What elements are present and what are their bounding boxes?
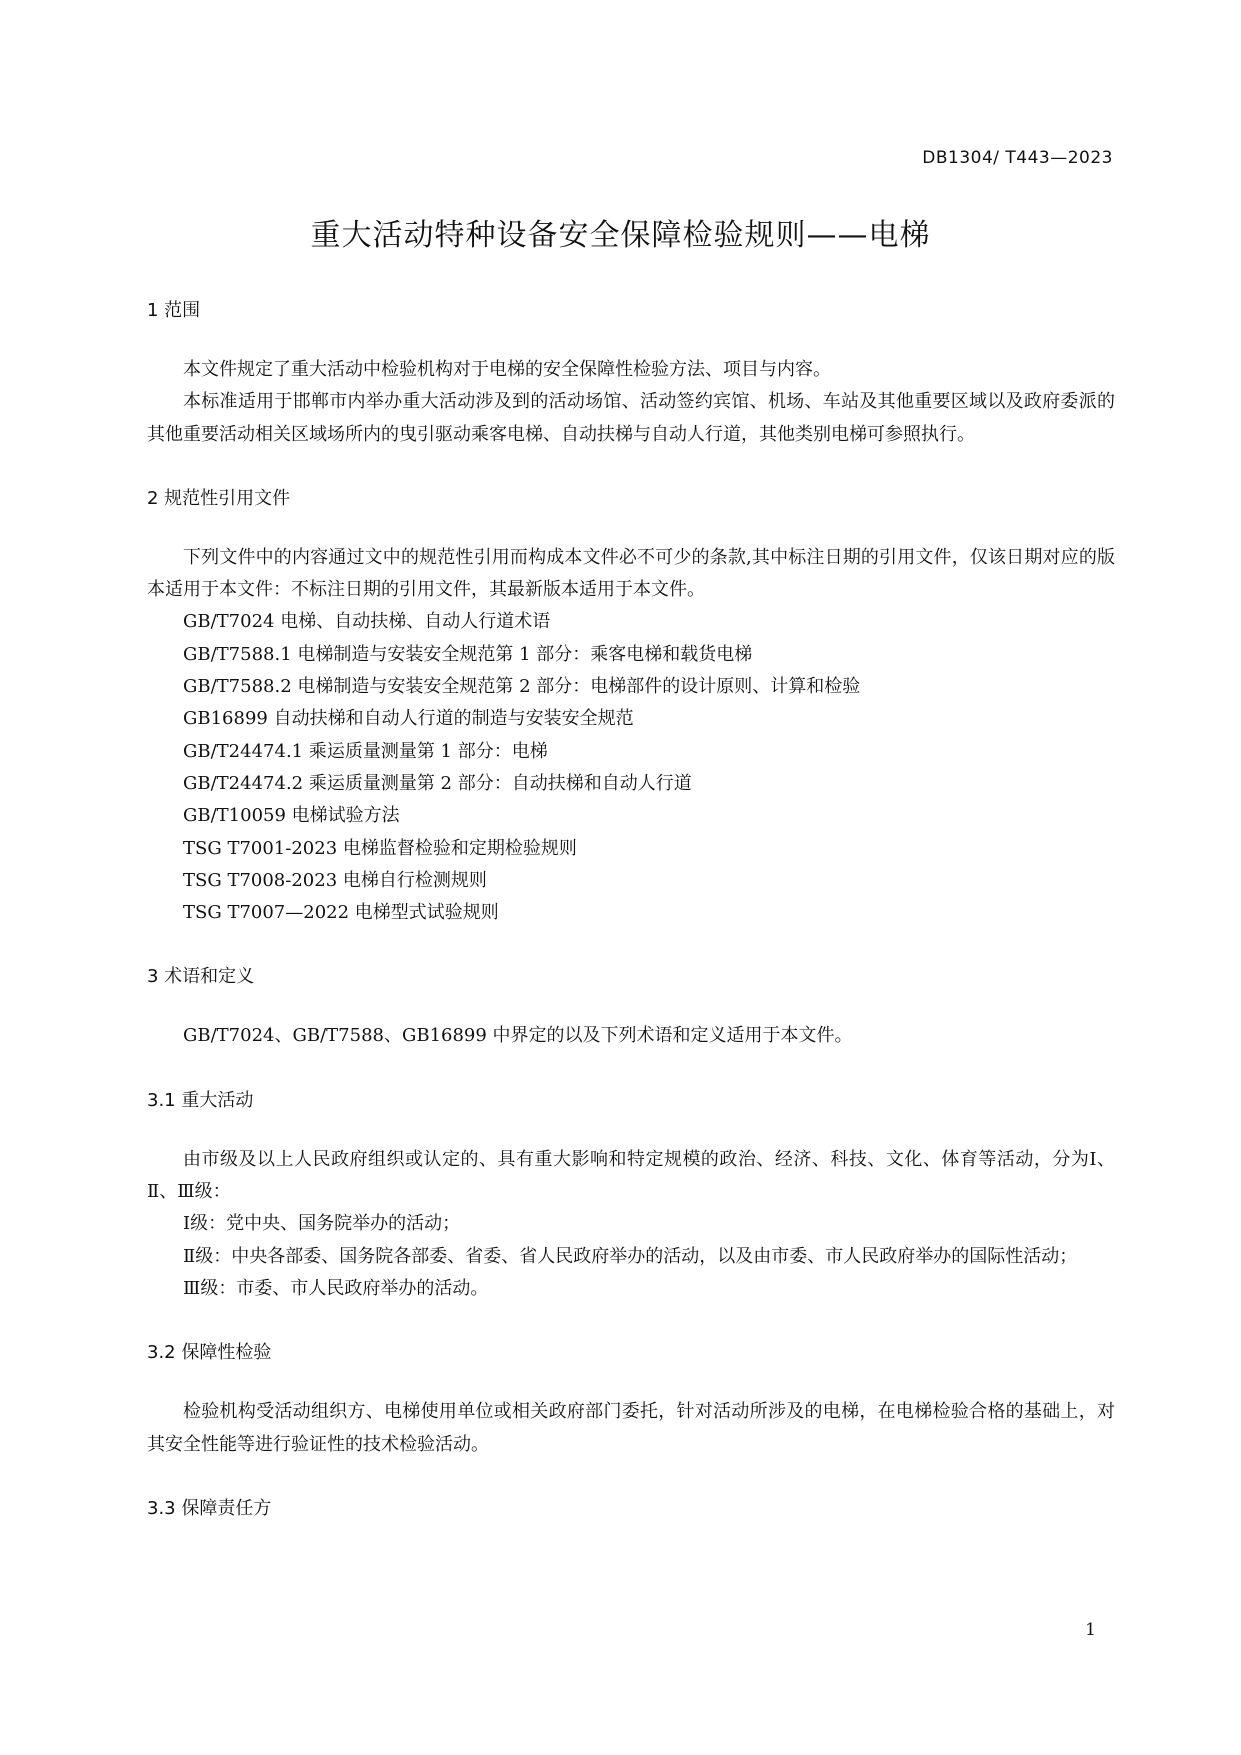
terms-intro: GB/T7024、GB/T7588、GB16899 中界定的以及下列术语和定义适用于本文件。 (183, 1025, 853, 1047)
reference-item: GB/T24474.2 乘运质量测量第 2 部分：自动扶梯和自动人行道 (183, 772, 692, 794)
section-heading-responsible-party: 3.3 保障责任方 (147, 1497, 272, 1519)
reference-item: GB16899 自动扶梯和自动人行道的制造与安装安全规范 (183, 708, 634, 730)
reference-item: GB/T7024 电梯、自动扶梯、自动人行道术语 (183, 611, 551, 633)
document-body (147, 296, 1115, 1524)
section-heading-major-event: 3.1 重大活动 (147, 1089, 254, 1111)
reference-item: GB/T7588.1 电梯制造与安装安全规范第 1 部分：乘客电梯和载货电梯 (183, 643, 753, 665)
section-heading-terms: 3 术语和定义 (147, 966, 255, 988)
major-event-paragraph: 由市级及以上人民政府组织或认定的、具有重大影响和特定规模的政治、经济、科技、文化、体育等活动，分为Ⅰ、Ⅱ、Ⅲ级： (147, 1148, 1115, 1203)
document-title: 重大活动特种设备安全保障检验规则——电梯 (310, 218, 931, 253)
reference-item: TSG T7007—2022 电梯型式试验规则 (183, 902, 499, 924)
reference-item: TSG T7008-2023 电梯自行检测规则 (183, 869, 487, 891)
major-event-level-1: Ⅰ级：党中央、国务院举办的活动； (183, 1213, 461, 1235)
section-heading-assurance-inspection: 3.2 保障性检验 (147, 1342, 272, 1364)
section-heading-normative-references: 2 规范性引用文件 (147, 487, 291, 509)
document-number: DB1304/ T443—2023 (922, 148, 1113, 168)
major-event-level-3: Ⅲ级：市委、市人民政府举办的活动。 (183, 1277, 489, 1299)
page-number: 1 (1085, 1620, 1096, 1640)
scope-paragraph: 本文件规定了重大活动中检验机构对于电梯的安全保障性检验方法、项目与内容。 (183, 359, 831, 380)
major-event-level-2: Ⅱ级：中央各部委、国务院各部委、省委、省人民政府举办的活动，以及由市委、市人民政府举办的国际性活动； (183, 1245, 1078, 1267)
scope-paragraph: 本标准适用于邯郸市内举办重大活动涉及到的活动场馆、活动签约宾馆、机场、车站及其他重要区域以及政府委派的其他重要活动相关区域场所内的曳引驱动乘客电梯、自动扶梯与自动人行道，其他类别电梯可参照执行。 (147, 391, 1115, 445)
section-heading-scope: 1 范围 (147, 300, 201, 321)
assurance-inspection-paragraph: 检验机构受活动组织方、电梯使用单位或相关政府部门委托，针对活动所涉及的电梯，在电梯检验合格的基础上，对其安全性能等进行验证性的技术检验活动。 (147, 1401, 1115, 1455)
reference-item: GB/T10059 电梯试验方法 (183, 805, 400, 827)
reference-item: GB/T7588.2 电梯制造与安装安全规范第 2 部分：电梯部件的设计原则、计算和检验 (183, 676, 861, 698)
reference-item: GB/T24474.1 乘运质量测量第 1 部分：电梯 (183, 740, 548, 762)
references-intro: 下列文件中的内容通过文中的规范性引用而构成本文件必不可少的条款,其中标注日期的引用文件，仅该日期对应的版本适用于本文件：不标注日期的引用文件，其最新版本适用于本文件。 (147, 546, 1115, 601)
reference-item: TSG T7001-2023 电梯监督检验和定期检验规则 (183, 837, 577, 859)
